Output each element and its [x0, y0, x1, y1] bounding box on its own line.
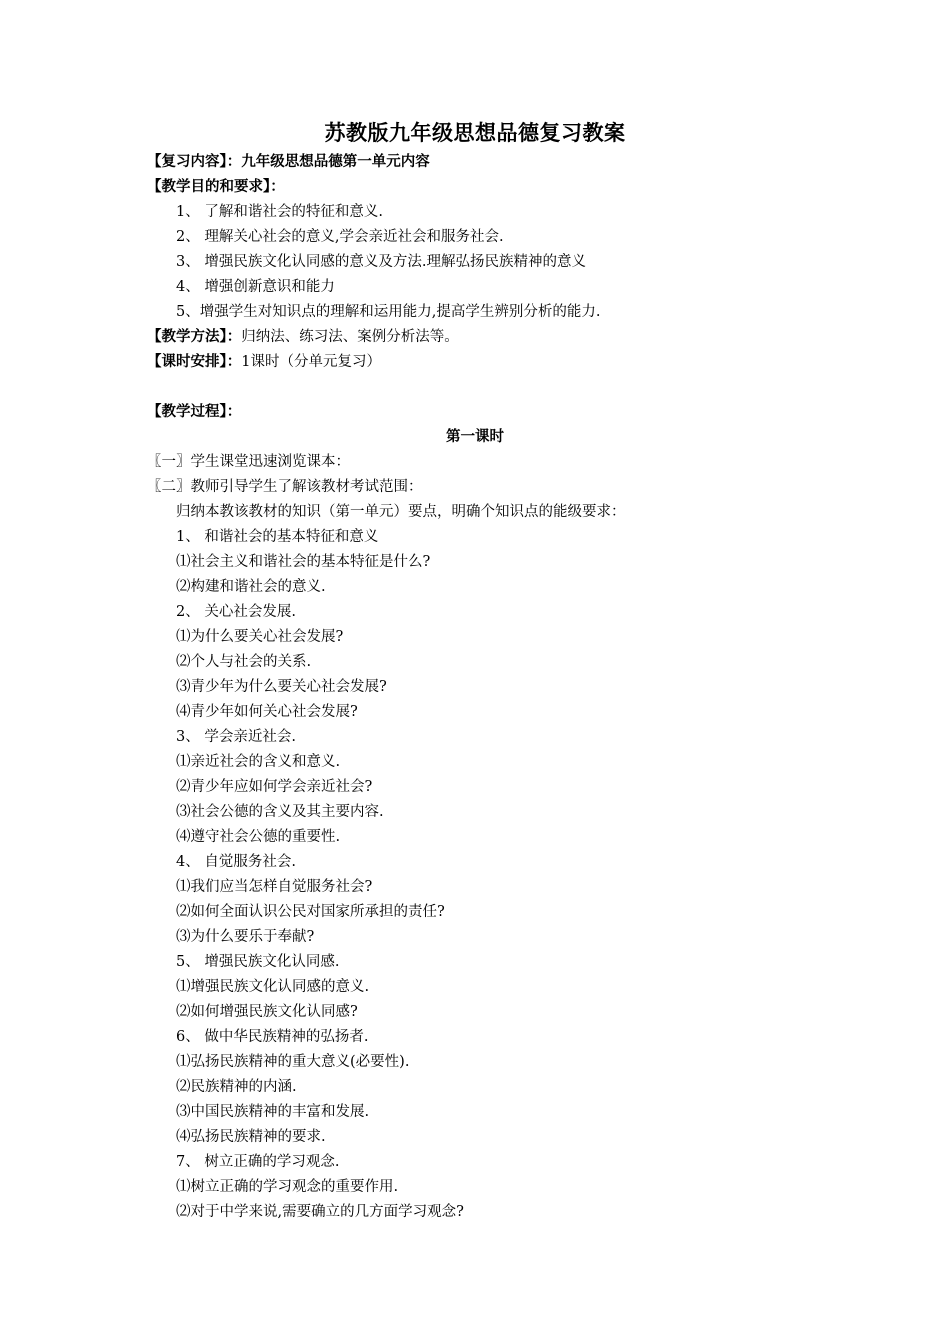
step-item: 〖一〗学生课堂迅速浏览课本： [147, 454, 350, 470]
schedule-key: 【课时安排】： [147, 354, 242, 370]
review-content-value: 九年级思想品德第一单元内容 [241, 154, 430, 170]
outline-item: ⑴弘扬民族精神的重大意义(必要性). [176, 1054, 410, 1070]
outline-item: 2、 关心社会发展. [176, 604, 296, 620]
outline-item: 1、 和谐社会的基本特征和意义 [176, 529, 379, 545]
review-content-key: 【复习内容】： [147, 154, 242, 170]
objectives-heading [147, 177, 285, 197]
outline-item: ⑵如何增强民族文化认同感? [176, 1004, 358, 1020]
process-key: 【教学过程】： [147, 404, 242, 420]
outline-item: ⑴我们应当怎样自觉服务社会? [176, 879, 373, 895]
process-heading [147, 402, 241, 422]
outline-item: ⑵构建和谐社会的意义. [176, 579, 326, 595]
schedule-value: 1课时（分单元复习） [241, 354, 381, 370]
method-line [147, 327, 459, 347]
outline-item: 6、 做中华民族精神的弘扬者. [176, 1029, 369, 1045]
outline-item: ⑶青少年为什么要关心社会发展? [176, 679, 387, 695]
outline-item: ⑶中国民族精神的丰富和发展. [176, 1104, 370, 1120]
outline-item: ⑵如何全面认识公民对国家所承担的责任? [176, 904, 445, 920]
outline-item: ⑷青少年如何关心社会发展? [176, 704, 358, 720]
lesson-title: 第一课时 [446, 429, 504, 445]
outline-item: ⑵对于中学来说,需要确立的几方面学习观念? [176, 1204, 464, 1220]
outline-item: ⑴增强民族文化认同感的意义. [176, 979, 370, 995]
method-key: 【教学方法】： [147, 329, 242, 345]
outline-item: 7、 树立正确的学习观念. [176, 1154, 340, 1170]
objective-item: 5、增强学生对知识点的理解和运用能力,提高学生辨别分析的能力. [176, 304, 601, 320]
objectives-key: 【教学目的和要求】： [147, 179, 285, 195]
outline-item: ⑵青少年应如何学会亲近社会? [176, 779, 373, 795]
outline-item: ⑴为什么要关心社会发展? [176, 629, 344, 645]
objective-item: 2、 理解关心社会的意义,学会亲近社会和服务社会. [176, 229, 504, 245]
review-content-line [147, 152, 430, 172]
outline-item: ⑴亲近社会的含义和意义. [176, 754, 341, 770]
outline-item: 5、 增强民族文化认同感. [176, 954, 340, 970]
outline-item: 3、 学会亲近社会. [176, 729, 296, 745]
outline-item: ⑶社会公德的含义及其主要内容. [176, 804, 384, 820]
outline-item: ⑴树立正确的学习观念的重要作用. [176, 1179, 399, 1195]
outline-item: ⑵个人与社会的关系. [176, 654, 312, 670]
outline-item: ⑷弘扬民族精神的要求. [176, 1129, 326, 1145]
outline-item: ⑷遵守社会公德的重要性. [176, 829, 341, 845]
outline-item: 4、 自觉服务社会. [176, 854, 296, 870]
outline-item: ⑴社会主义和谐社会的基本特征是什么? [176, 554, 431, 570]
schedule-line [147, 352, 381, 372]
objective-item: 1、 了解和谐社会的特征和意义. [176, 204, 383, 220]
summary-line: 归纳本教该教材的知识（第一单元）要点，明确个知识点的能级要求： [176, 504, 626, 520]
method-value: 归纳法、练习法、案例分析法等。 [241, 329, 459, 345]
outline-item: ⑶为什么要乐于奉献? [176, 929, 315, 945]
step-item: 〖二〗教师引导学生了解该教材考试范围： [147, 479, 423, 495]
document-title: 苏教版九年级思想品德复习教案 [324, 121, 626, 145]
objective-item: 3、 增强民族文化认同感的意义及方法.理解弘扬民族精神的意义 [176, 254, 586, 270]
outline-item: ⑵民族精神的内涵. [176, 1079, 297, 1095]
objective-item: 4、 增强创新意识和能力 [176, 279, 335, 295]
